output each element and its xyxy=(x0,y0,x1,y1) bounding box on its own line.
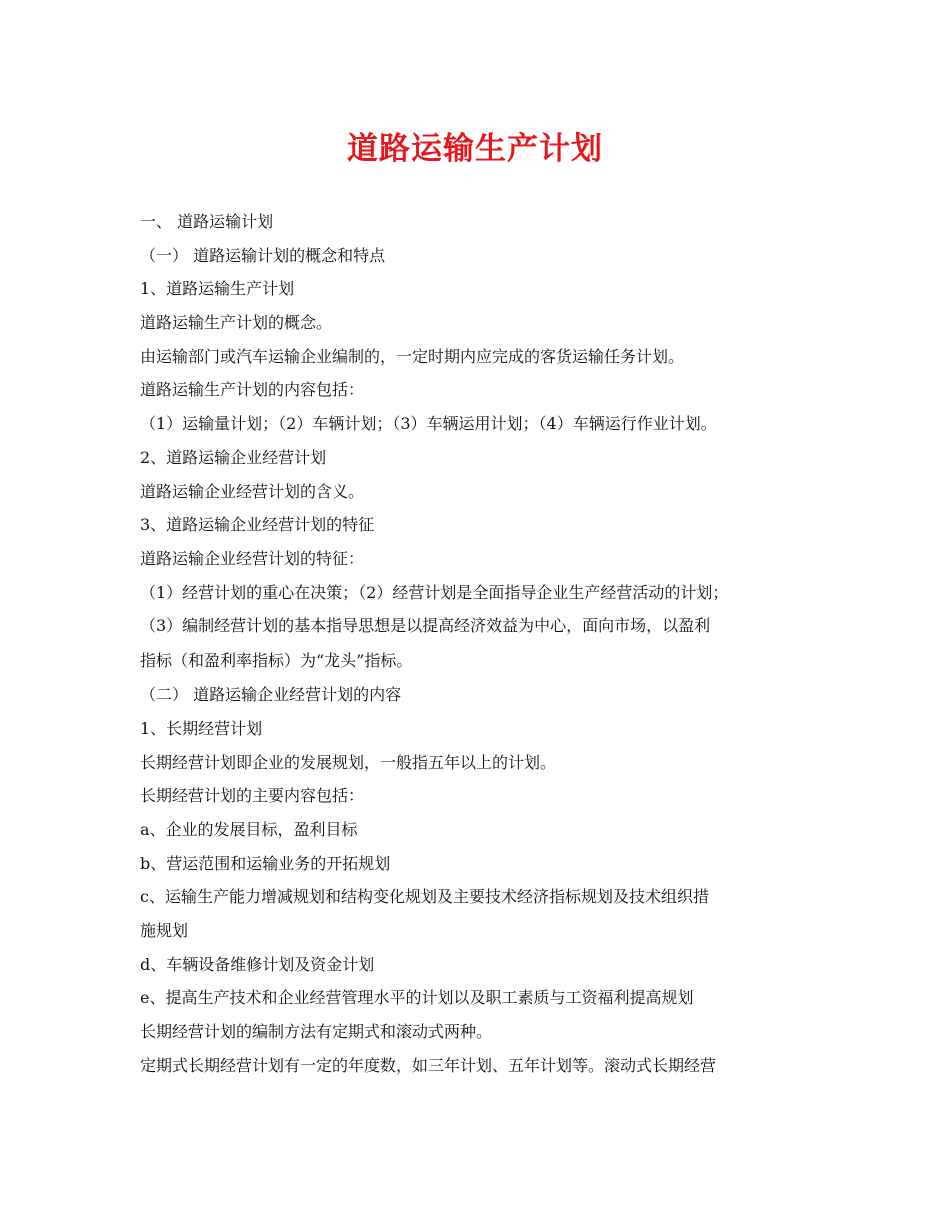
list-item: a、企业的发展目标，盈利目标 xyxy=(140,820,358,839)
paragraph-line: （1）经营计划的重心在决策；（2）经营计划是全面指导企业生产经营活动的计划； xyxy=(140,582,729,602)
list-item-continuation: 施规划 xyxy=(140,921,189,941)
subsection-heading: （二） 道路运输企业经营计划的内容 xyxy=(140,685,402,705)
list-item: d、车辆设备维修计划及资金计划 xyxy=(140,954,375,974)
paragraph-line: （3）编制经营计划的基本指导思想是以提高经济效益为中心，面向市场，以盈利 xyxy=(140,616,711,636)
item-heading: 2、道路运输企业经营计划 xyxy=(140,447,327,467)
item-heading: 1、长期经营计划 xyxy=(140,718,263,738)
paragraph-line: 道路运输生产计划的内容包括： xyxy=(140,380,365,400)
paragraph-line: （1）运输量计划；（2）车辆计划；（3）车辆运用计划；（4）车辆运行作业计划。 xyxy=(140,414,717,434)
list-item: c、运输生产能力增减规划和结构变化规划及主要技术经济指标规划及技术组织措 xyxy=(140,887,709,907)
paragraph-line: 道路运输企业经营计划的含义。 xyxy=(140,481,365,501)
paragraph-line: 长期经营计划的编制方法有定期式和滚动式两种。 xyxy=(140,1022,493,1042)
document-title: 道路运输生产计划 xyxy=(347,131,603,167)
item-heading: 3、道路运输企业经营计划的特征 xyxy=(140,515,375,535)
paragraph-line: 长期经营计划的主要内容包括： xyxy=(140,786,365,806)
paragraph-line: 长期经营计划即企业的发展规划，一般指五年以上的计划。 xyxy=(140,752,557,772)
list-item: e、提高生产技术和企业经营管理水平的计划以及职工素质与工资福利提高规划 xyxy=(140,988,694,1008)
document-body xyxy=(140,205,830,1083)
paragraph-line: 道路运输生产计划的概念。 xyxy=(140,313,333,333)
section-heading: 一、 道路运输计划 xyxy=(140,212,274,231)
paragraph-line: 指标（和盈利率指标）为“龙头”指标。 xyxy=(140,650,413,670)
subsection-heading: （一） 道路运输计划的概念和特点 xyxy=(140,245,386,265)
paragraph-line: 道路运输企业经营计划的特征： xyxy=(140,548,365,568)
paragraph-line: 定期式长期经营计划有一定的年度数，如三年计划、五年计划等。滚动式长期经营 xyxy=(140,1055,717,1075)
paragraph-line: 由运输部门或汽车运输企业编制的，一定时期内应完成的客货运输任务计划。 xyxy=(140,346,685,366)
item-heading: 1、道路运输生产计划 xyxy=(140,279,295,299)
list-item: b、营运范围和运输业务的开拓规划 xyxy=(140,853,391,873)
